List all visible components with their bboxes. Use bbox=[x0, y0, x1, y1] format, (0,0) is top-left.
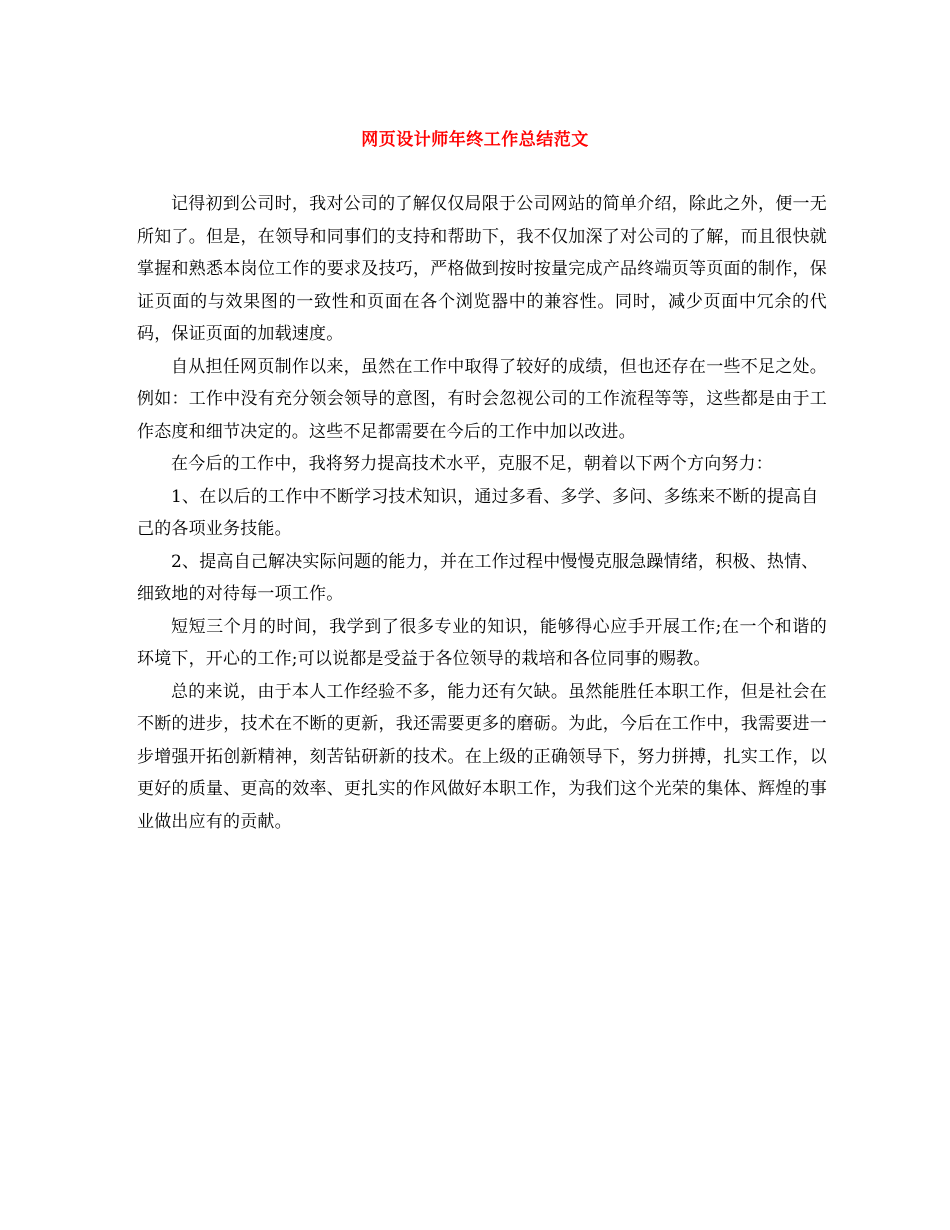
paragraph: 在今后的工作中，我将努力提高技术水平，克服不足，朝着以下两个方向努力： bbox=[171, 454, 773, 474]
list-item: 2、提高自己解决实际问题的能力，并在工作过程中慢慢克服急躁情绪，积极、热情、细致地的对待每一项工作。 bbox=[137, 551, 819, 604]
document-body bbox=[137, 188, 827, 838]
paragraph: 自从担任网页制作以来，虽然在工作中取得了较好的成绩，但也还存在一些不足之处。例如：工作中没有充分领会领导的意图，有时会忽视公司的工作流程等等，这些都是由于工作态度和细节决定的。这些不足都需要在今后的工作中加以改进。 bbox=[137, 356, 827, 442]
paragraph: 记得初到公司时，我对公司的了解仅仅局限于公司网站的简单介绍，除此之外，便一无所知了。但是，在领导和同事们的支持和帮助下，我不仅加深了对公司的了解，而且很快就掌握和熟悉本岗位工作的要求及技巧，严格做到按时按量完成产品终端页等页面的制作，保证页面的与效果图的一致性和页面在各个浏览器中的兼容性。同时，减少页面中冗余的代码，保证页面的加载速度。 bbox=[137, 194, 827, 344]
list-item: 1、在以后的工作中不断学习技术知识，通过多看、多学、多问、多练来不断的提高自己的各项业务技能。 bbox=[137, 486, 819, 539]
paragraph: 总的来说，由于本人工作经验不多，能力还有欠缺。虽然能胜任本职工作，但是社会在不断的进步，技术在不断的更新，我还需要更多的磨砺。为此，今后在工作中，我需要进一步增强开拓创新精神，刻苦钻研新的技术。在上级的正确领导下，努力拼搏，扎实工作，以更好的质量、更高的效率、更扎实的作风做好本职工作，为我们这个光荣的集体、辉煌的事业做出应有的贡献。 bbox=[137, 681, 827, 832]
document-title: 网页设计师年终工作总结范文 bbox=[361, 130, 589, 150]
paragraph: 短短三个月的时间，我学到了很多专业的知识，能够得心应手开展工作;在一个和谐的环境下，开心的工作;可以说都是受益于各位领导的栽培和各位同事的赐教。 bbox=[137, 616, 827, 669]
